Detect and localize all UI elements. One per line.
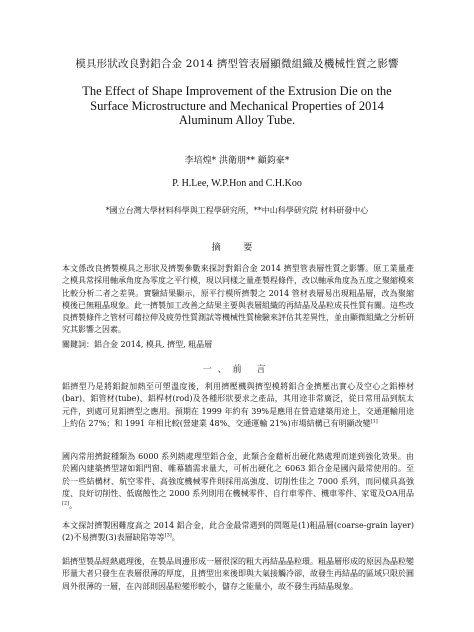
intro-paragraph-4 — [62, 556, 414, 593]
abstract-section — [62, 263, 414, 337]
intro-p1-text: 鋁擠型乃是將鋁錠加熱至可塑溫度後，利用擠壓機與擠型模將鋁合金擠壓出實心及空心之鋁棒材(bar)、鋁管材(tube)、鋁桿材(rod)及各種形狀要求之產品，其用途非常廣泛，從日常用品到航太元件，到處可見鋁擠型之應用。預期在 1999 年約有 39%是應用在營造建築用途上，交通運輸用途上約佔 27%；和 1991 年相比較(營建業 48%、交通運輸 21%)市場結構已有明顯改變 — [62, 382, 414, 428]
intro-p3-text: 本文探討擠製困難度高之 2014 鋁合金，此合金最常遇到的問題是(1)粗晶層(coarse-grain layer)(2)不易擠製(3)表層缺陷等等 — [62, 521, 414, 543]
section-heading-introduction: 一、前 言 — [202, 365, 272, 375]
citation-ref: [2] — [62, 500, 70, 507]
keywords-section — [62, 339, 414, 351]
intro-p2-end: 。 — [69, 501, 78, 511]
intro-paragraph-2 — [62, 451, 414, 512]
abstract-text: 本文係改良擠製模具之形狀及擠製參數來探討對鋁合金 2014 擠型管表層性質之影響。原工業量產之模具常採用軸承角度為零度之平行模，現以同樣之量產製程條件，改以軸承角度為五度之聚縮模來比較分析二者之差異。實驗結果顯示，原平行模所擠製之 2014 管材表層易出現粗晶層，改為聚縮模後已無粗晶現象。此一擠製加工改善之結果主要與表層組織的再結晶及晶粒成長性質有關。這些改良擠製條件之管材可藉拉伸及疲勞性質測試等機械性質檢驗來評估其差異性，並由顯微組織之分析研究其影響之因素。 — [62, 264, 414, 335]
citation-ref: [3] — [164, 532, 172, 539]
paper-title-english — [30, 84, 444, 128]
authors-chinese: 李培煌* 洪衛朋** 顧鈞豪* — [184, 156, 290, 166]
intro-paragraph-3 — [62, 520, 414, 545]
title-en-line-1: The Effect of Shape Improvement of the Extrusion Die on the — [82, 84, 392, 98]
abstract-heading: 摘 要 — [211, 243, 263, 253]
paper-title-chinese: 模具形狀改良對鋁合金 2014 擠型管表層顯微組織及機械性質之影響 — [75, 58, 399, 70]
authors-english: P. H.Lee, W.P.Hon and C.H.Koo — [172, 178, 302, 189]
keywords: 關鍵詞：鋁合金 2014, 模具, 擠型, 粗晶層 — [62, 340, 213, 349]
title-en-line-2: Surface Microstructure and Mechanical Properties of 2014 — [90, 98, 384, 113]
affiliation: *國立台灣大學材料科學與工程學研究所，**中山科學研究院 材料研發中心 — [105, 206, 369, 215]
citation-ref: [1] — [370, 418, 378, 425]
intro-p2-text: 國內常用擠錠種類為 6000 系列熱處理型鋁合金，此類合金藉析出硬化熱處理而達到強化效果。由於國內建築擠型諸如鋁門窗、帷幕牆需求量大，可析出硬化之 6063 鋁合金是國內最常使用的。至於一些結構材、航空零件、高強度機械零件則採用高強度、切削性佳之 7000 系列，而同樣具高強度、良好切削性、低腐蝕性之 2000 系列則用在機械零件、自行車零件、機車零件、家電及OA用品 — [62, 452, 414, 498]
intro-p4-text: 鋁擠型製品經熱處理後，在製品周邊形成一層很深的粗大再結晶晶粒環。粗晶層形成的原因為晶粒變形量大者只發生在表層很薄的厚度，且擠型出來後即與大氣接觸冷卻，故發生再結晶的區域只限於圓周外很薄的一層，在內部則因晶粒變形較小，儲存之能量小，故不發生再結晶現象。 — [62, 557, 414, 591]
title-en-line-3: Aluminum Alloy Tube. — [178, 113, 296, 127]
intro-p3-end: 。 — [171, 533, 180, 543]
intro-paragraph-1 — [62, 381, 414, 430]
